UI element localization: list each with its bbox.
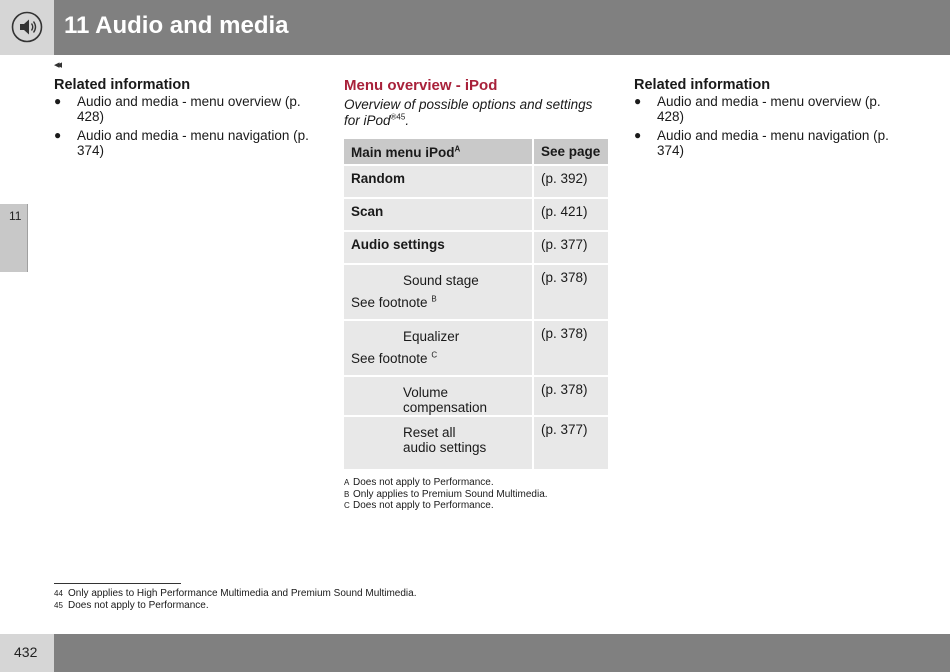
page-reference[interactable]: (p. 378) (534, 321, 608, 377)
list-item[interactable] (634, 94, 889, 124)
column-header-menu: Main menu iPod$^A$ (344, 139, 534, 166)
bullet-icon: ● (54, 128, 62, 142)
chapter-tab[interactable] (0, 204, 28, 272)
table-row (344, 166, 608, 199)
footnote-divider (54, 583, 181, 584)
table-row (344, 265, 608, 321)
page-reference[interactable]: (p. 377) (534, 232, 608, 265)
table-header-row (344, 139, 608, 166)
page-footnotes (54, 588, 417, 612)
related-info-heading: Related information (634, 77, 771, 93)
table-footnotes (344, 477, 548, 512)
link-text[interactable]: Audio and media - menu navigation (p. 374) (77, 128, 309, 158)
footnote: A Does not apply to Performance. (344, 477, 494, 488)
table-row (344, 417, 608, 471)
footnote: C Does not apply to Performance. (344, 500, 494, 511)
footnote: B Only applies to Premium Sound Multimedia. (344, 488, 548, 500)
list-item[interactable] (634, 128, 889, 158)
chapter-tab-number: 11 (9, 209, 22, 223)
menu-item-label: Scan (344, 199, 534, 232)
footnote: 44 Only applies to High Performance Multimedia and Premium Sound Multimedia. (54, 588, 417, 599)
link-text[interactable]: Audio and media - menu navigation (p. 374) (657, 128, 889, 158)
footnote: 45 Does not apply to Performance. (54, 600, 209, 611)
page-reference[interactable]: (p. 378) (534, 377, 608, 417)
list-item[interactable] (54, 128, 309, 158)
table-row (344, 321, 608, 377)
menu-item-label: Random (344, 166, 534, 199)
link-text[interactable]: Audio and media - menu overview (p. 428) (77, 94, 301, 124)
chapter-title: 11 Audio and media (64, 12, 289, 39)
table-row (344, 377, 608, 417)
submenu-item: Sound stage See footnote $^B$ (344, 265, 534, 321)
table-row (344, 199, 608, 232)
ipod-menu-table (344, 139, 608, 471)
back-arrow-icon[interactable]: ◂◂ (54, 59, 60, 71)
section-intro: Overview of possible options and settings for iPod$^{®45}$. (344, 97, 593, 128)
page-number-box (0, 634, 54, 672)
related-info-list (634, 94, 889, 158)
page-number: 432 (14, 644, 38, 660)
page-footer (0, 634, 950, 672)
column-header-page: See page (534, 139, 608, 166)
page-reference[interactable]: (p. 392) (534, 166, 608, 199)
right-related-info (634, 77, 889, 162)
related-info-list (54, 94, 309, 158)
page-reference[interactable]: (p. 378) (534, 265, 608, 321)
bullet-icon: ● (634, 128, 642, 142)
page-header (0, 0, 950, 55)
submenu-item: Reset all audio settings (344, 417, 534, 471)
submenu-item: Volume compensation (344, 377, 534, 417)
list-item[interactable] (54, 94, 309, 124)
left-related-info (54, 77, 309, 162)
page-reference[interactable]: (p. 377) (534, 417, 608, 471)
bullet-icon: ● (54, 94, 62, 108)
footnote-marker: ®45 (390, 112, 406, 122)
bullet-icon: ● (634, 94, 642, 108)
menu-item-label: Audio settings (344, 232, 534, 265)
section-title: Menu overview - iPod (344, 77, 498, 94)
submenu-item: Equalizer See footnote $^C$ (344, 321, 534, 377)
header-icon-box (0, 0, 54, 55)
related-info-heading: Related information (54, 77, 191, 93)
speaker-icon (11, 11, 43, 43)
link-text[interactable]: Audio and media - menu overview (p. 428) (657, 94, 881, 124)
table-row (344, 232, 608, 265)
ipod-menu-section (344, 77, 608, 129)
page-reference[interactable]: (p. 421) (534, 199, 608, 232)
